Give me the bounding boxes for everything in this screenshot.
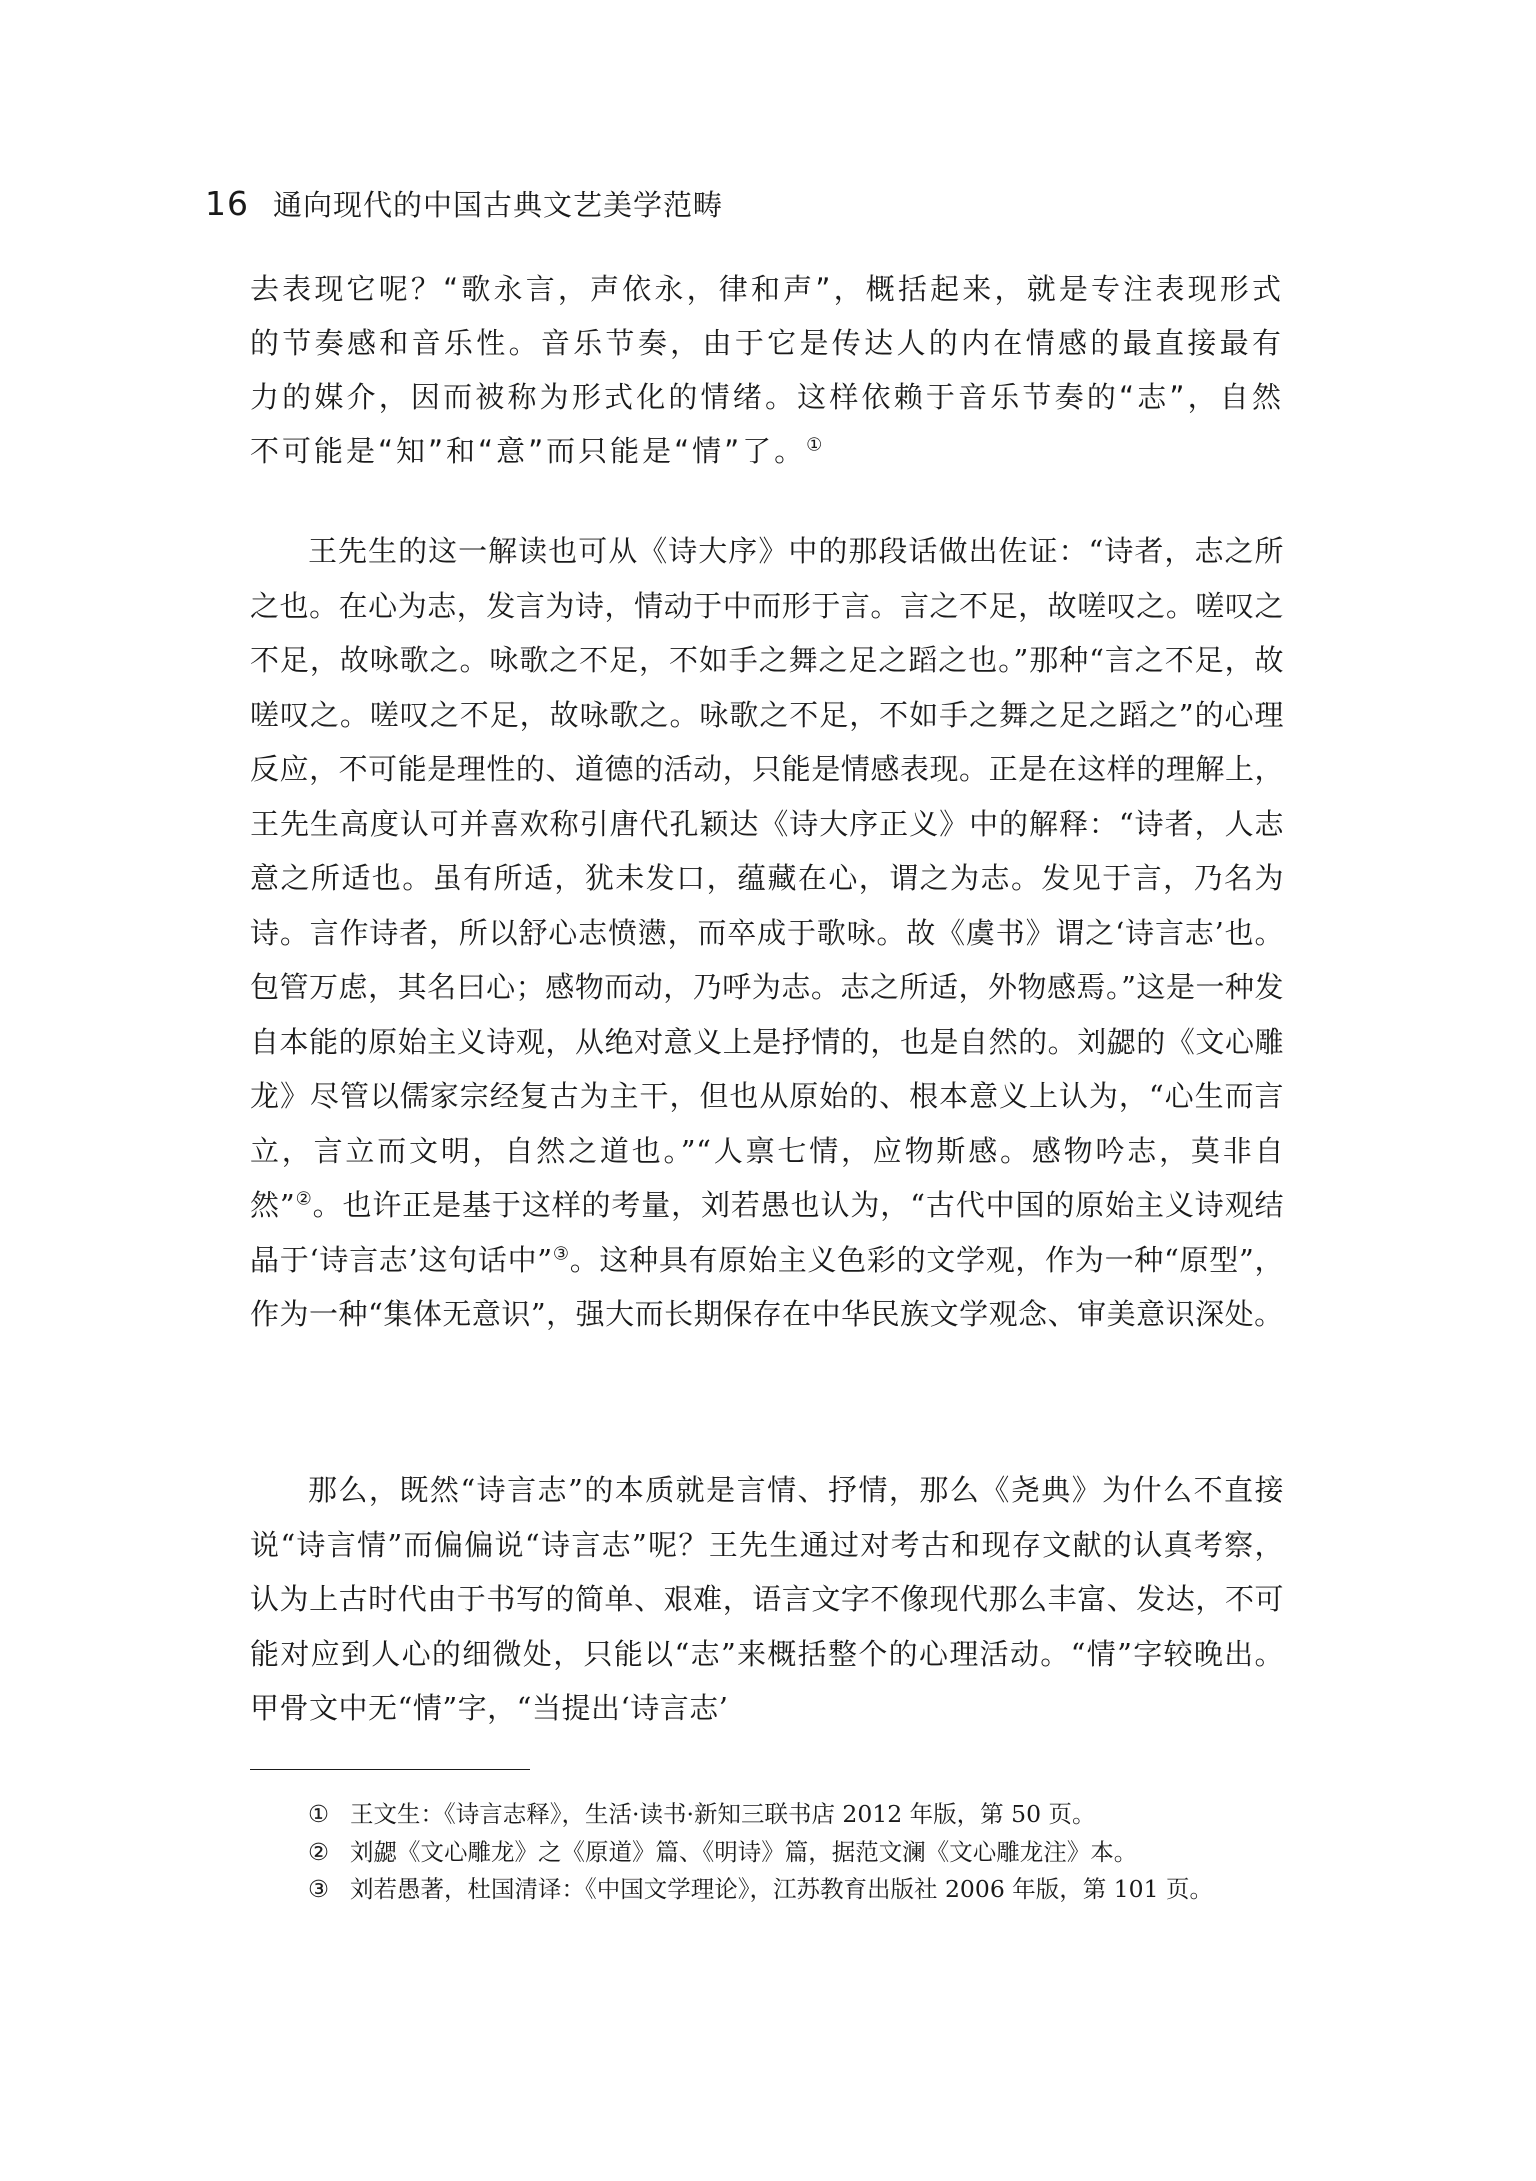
- footnote-ref-2[interactable]: ②: [295, 1188, 313, 1210]
- footnote-list: [308, 1796, 1308, 1909]
- paragraph-1-text-c: 。这种具有原始主义色彩的文学观，作为一种“原型”，作为一种“集体无意识”，强大而长期保存在中华民族文学观念、审美意识深处。: [250, 1242, 1285, 1331]
- body-paragraph-1: [250, 524, 1284, 1342]
- page-number: 16: [205, 184, 249, 223]
- footnote-ref-1[interactable]: ①: [806, 434, 826, 456]
- paragraph-2-text: 那么，既然“诗言志”的本质就是言情、抒情，那么《尧典》为什么不直接说“诗言情”而偏偏说“诗言志”呢？王先生通过对考古和现存文献的认真考察，认为上古时代由于书写的简单、艰难，语言文字不像现代那么丰富、发达，不可能对应到人心的细微处，只能以“志”来概括整个的心理活动。“情”字较晚出。甲骨文中无“情”字，“当提出‘诗言志’: [250, 1473, 1284, 1725]
- footnote-marker: ①: [308, 1800, 330, 1828]
- running-title: 通向现代的中国古典文艺美学范畴: [273, 188, 724, 222]
- footnote-ref-3[interactable]: ③: [552, 1242, 570, 1264]
- paragraph-1-text-a: 王先生的这一解读也可从《诗大序》中的那段话做出佐证：“诗者，志之所之也。在心为志，发言为诗，情动于中而形于言。言之不足，故嗟叹之。嗟叹之不足，故咏歌之。咏歌之不足，不如手之舞之足之蹈之也。”那种“言之不足，故嗟叹之。嗟叹之不足，故咏歌之。咏歌之不足，不如手之舞之足之蹈之”的心理反应，不可能是理性的、道德的活动，只能是情感表现。正是在这样的理解上，王先生高度认可并喜欢称引唐代孔颖达《诗大序正义》中的解释：“诗者，人志意之所适也。虽有所适，犹未发口，蕴藏在心，谓之为志。发见于言，乃名为诗。言作诗者，所以舒心志愤懑，而卒成于歌咏。故《虞书》谓之‘诗言志’也。包管万虑，其名曰心；感物而动，乃呼为志。志之所适，外物感焉。”这是一种发自本能的原始主义诗观，从绝对意义上是抒情的，也是自然的。刘勰的《文心雕龙》尽管以儒家宗经复古为主干，但也从原始的、根本意义上认为，“心生而言立，言立而文明，自然之道也。”“人禀七情，应物斯感。感物吟志，莫非自然”: [250, 534, 1284, 1222]
- block-quote: [250, 262, 1284, 478]
- footnote-text: 刘勰《文心雕龙》之《原道》篇、《明诗》篇，据范文澜《文心雕龙注》本。: [350, 1837, 1138, 1866]
- footnote-item: [308, 1871, 1308, 1909]
- running-header: [205, 183, 1305, 233]
- footnote-text: 刘若愚著，杜国清译：《中国文学理论》，江苏教育出版社 2006 年版，第 101 页。: [350, 1875, 1214, 1903]
- footnote-text: 王文生：《诗言志释》，生活·读书·新知三联书店 2012 年版，第 50 页。: [350, 1800, 1096, 1828]
- footnote-item: [308, 1796, 1308, 1834]
- paragraph-1-text-b: 。也许正是基于这样的考量，刘若愚也认为，“古代中国的原始主义诗观结晶于‘诗言志’这句话中”: [250, 1188, 1285, 1277]
- body-paragraph-2: [250, 1463, 1284, 1736]
- footnote-divider: [250, 1769, 530, 1770]
- block-quote-text: 去表现它呢？“歌永言，声依永，律和声”，概括起来，就是专注表现形式的节奏感和音乐性。音乐节奏，由于它是传达人的内在情感的最直接最有力的媒介，因而被称为形式化的情绪。这样依赖于音乐节奏的“志”，自然不可能是“知”和“意”而只能是“情”了。: [250, 272, 1284, 468]
- footnote-marker: ③: [308, 1875, 330, 1903]
- footnote-marker: ②: [308, 1837, 330, 1866]
- footnote-item: [308, 1834, 1308, 1872]
